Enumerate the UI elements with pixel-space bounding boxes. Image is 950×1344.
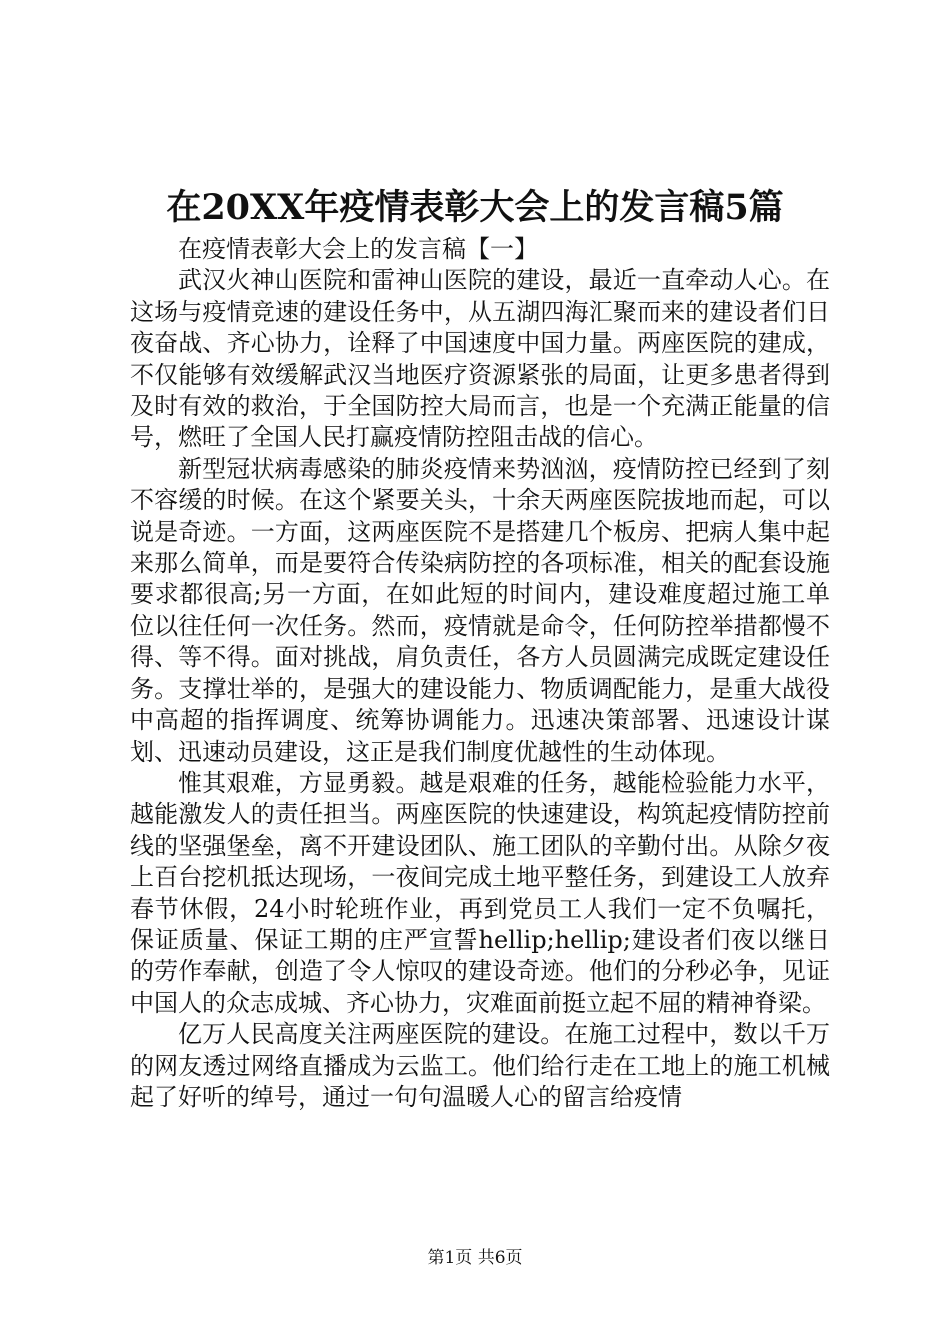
paragraph: 惟其艰难，方显勇毅。越是艰难的任务，越能检验能力水平，越能激发人的责任担当。两座医院的快速建设，构筑起疫情防控前线的坚强堡垒，离不开建设团队、施工团队的辛勤付出。从除夕夜上百台挖机抵达现场，一夜间完成土地平整任务，到建设工人放弃春节休假，24小时轮班作业，再到党员工人我们一定不负嘱托，保证质量、保证工期的庄严宣誓hellip;hellip;建设者们夜以继日的劳作奉献，创造了令人惊叹的建设奇迹。他们的分秒必争，见证中国人的众志成城、齐心协力，灾难面前挺立起不屈的精神脊梁。 bbox=[130, 768, 830, 1017]
paragraph: 武汉火神山医院和雷神山医院的建设，最近一直牵动人心。在这场与疫情竞速的建设任务中，从五湖四海汇聚而来的建设者们日夜奋战、齐心协力，诠释了中国速度中国力量。两座医院的建成，不仅能够有效缓解武汉当地医疗资源紧张的局面，让更多患者得到及时有效的救治，于全国防控大局而言，也是一个充满正能量的信号，燃旺了全国人民打赢疫情防控阻击战的信心。 bbox=[130, 266, 830, 452]
document-title: 在20XX年疫情表彰大会上的发言稿5篇 bbox=[166, 187, 784, 228]
document-body bbox=[130, 234, 830, 1113]
page-footer bbox=[0, 1247, 950, 1269]
paragraph: 新型冠状病毒感染的肺炎疫情来势汹汹，疫情防控已经到了刻不容缓的时候。在这个紧要关头，十余天两座医院拔地而起，可以说是奇迹。一方面，这两座医院不是搭建几个板房、把病人集中起来那么简单，而是要符合传染病防控的各项标准，相关的配套设施要求都很高;另一方面，在如此短的时间内，建设难度超过施工单位以往任何一次任务。然而，疫情就是命令，任何防控举措都慢不得、等不得。面对挑战，肩负责任，各方人员圆满完成既定建设任务。支撑壮举的，是强大的建设能力、物质调配能力，是重大战役中高超的指挥调度、统筹协调能力。迅速决策部署、迅速设计谋划、迅速动员建设，这正是我们制度优越性的生动体现。 bbox=[130, 454, 830, 766]
paragraph: 亿万人民高度关注两座医院的建设。在施工过程中，数以千万的网友透过网络直播成为云监工。他们给行走在工地上的施工机械起了好听的绰号，通过一句句温暖人心的留言给疫情 bbox=[130, 1020, 830, 1111]
section-heading: 在疫情表彰大会上的发言稿【一】 bbox=[178, 235, 538, 263]
page-indicator: 第1页 共6页 bbox=[427, 1248, 523, 1268]
